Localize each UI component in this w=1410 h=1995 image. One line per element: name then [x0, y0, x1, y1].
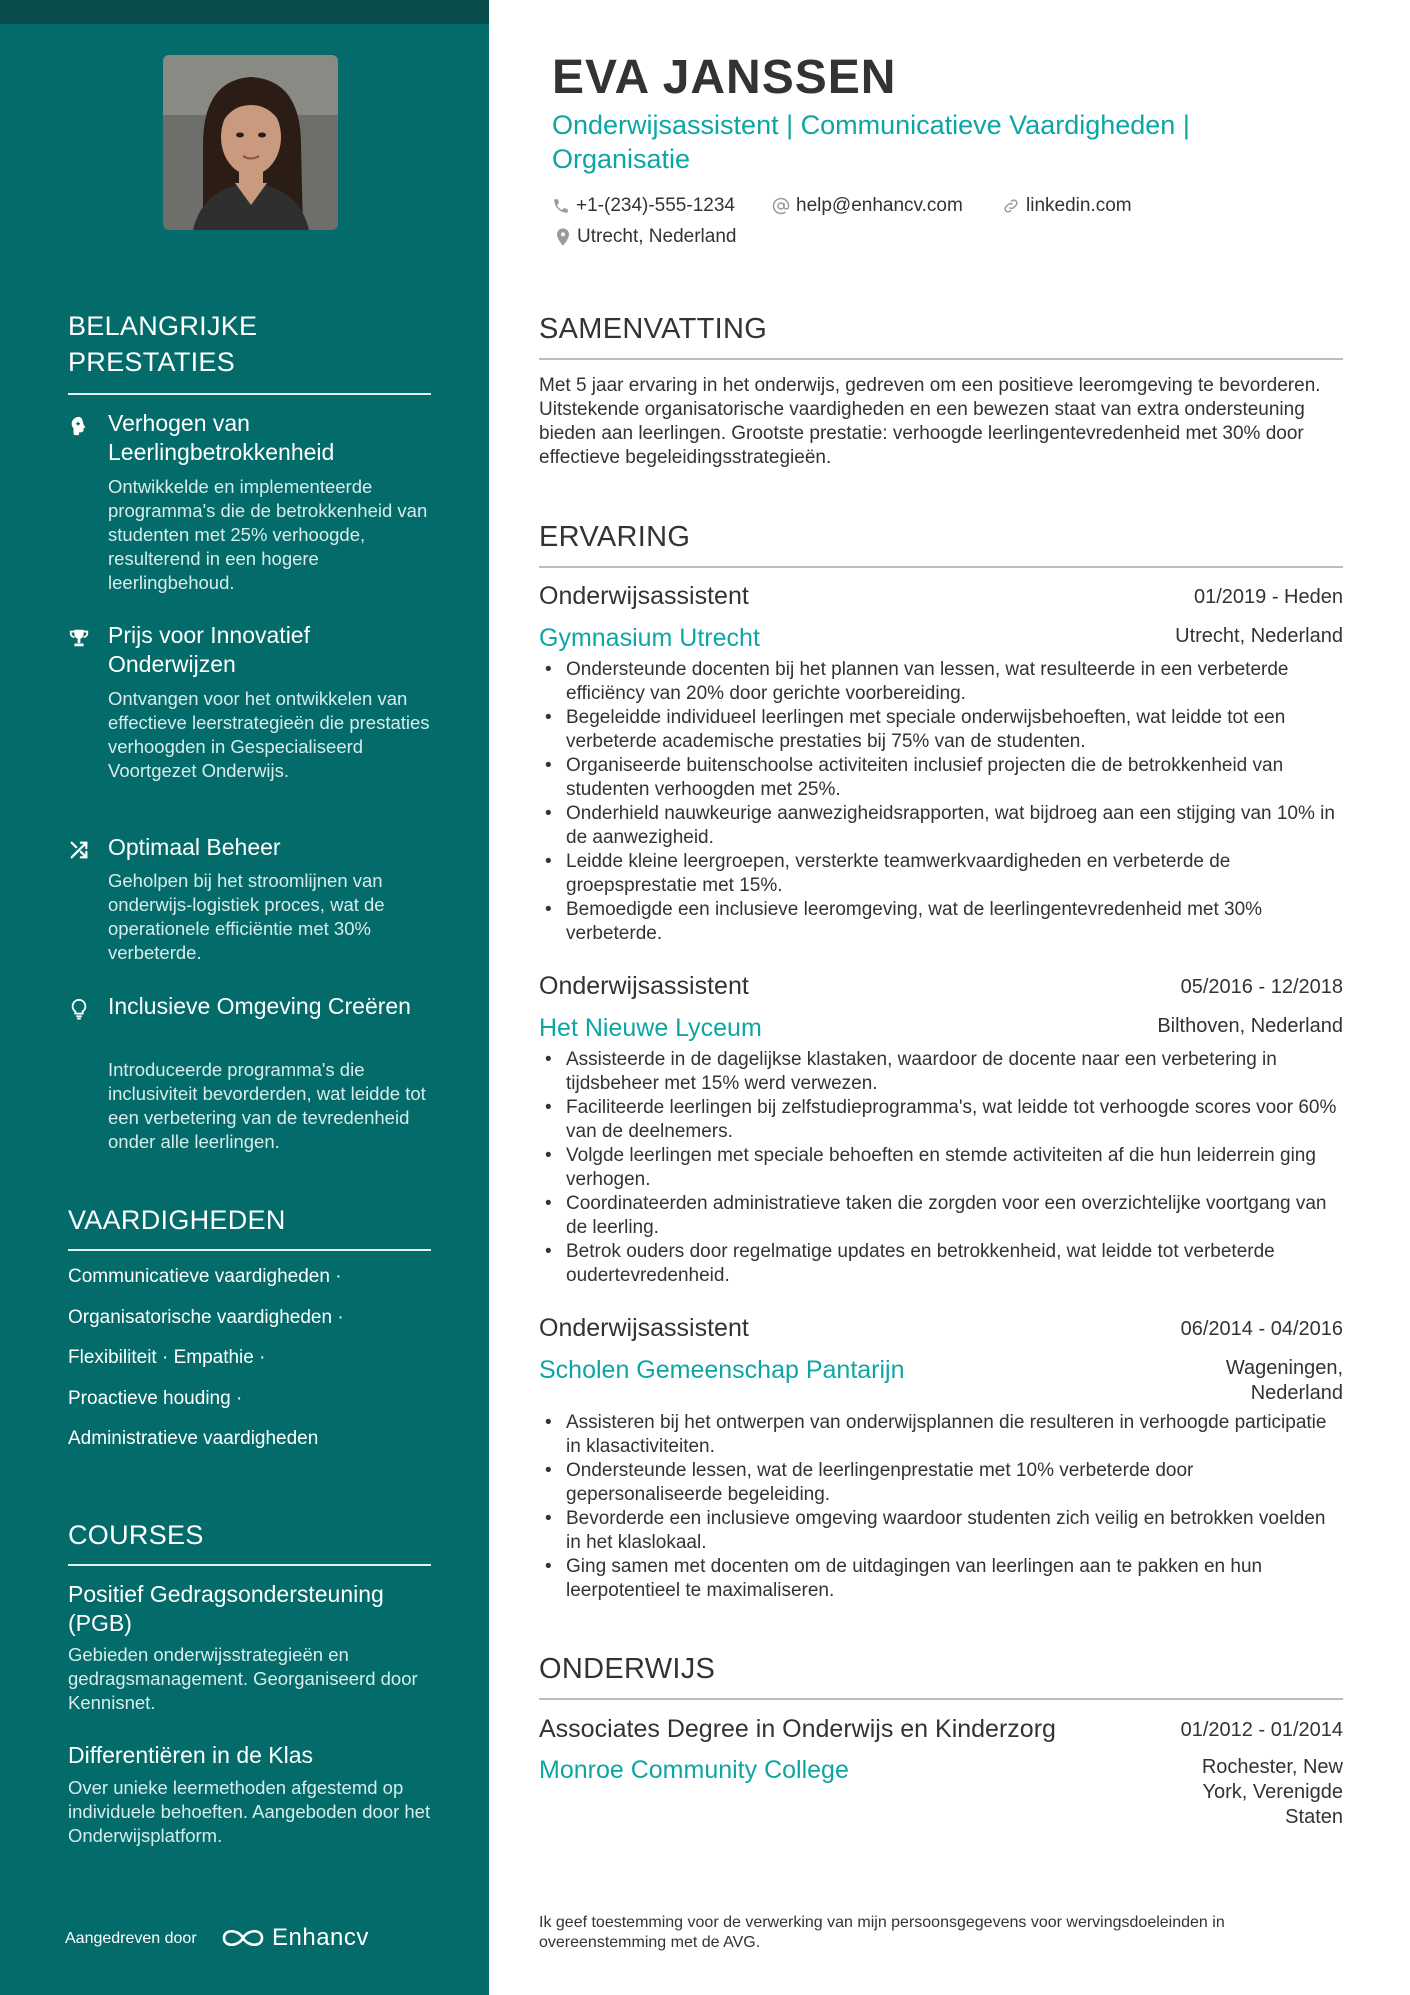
gdpr-consent-note: Ik geef toestemming voor de verwerking van mijn persoonsgegevens voor wervingsdoeleinden in overeenstemming met de AVG.	[539, 1914, 1225, 1951]
education-school: Monroe Community College	[539, 1756, 849, 1784]
skill-item: Organisatorische vaardigheden ·	[68, 1307, 344, 1328]
skills-title: VAARDIGHEDEN	[68, 1205, 286, 1235]
achievement-description: Introduceerde programma's die inclusiviteit bevorderden, wat leidde tot een verbetering van de tevredenheid onder alle leerlingen.	[108, 1059, 426, 1152]
sidebar-top-bar	[0, 0, 489, 24]
link-icon	[1002, 197, 1020, 215]
job-bullets	[539, 1048, 1339, 1288]
powered-by-label: Aangedreven door	[65, 1930, 197, 1947]
achievements-divider	[68, 393, 431, 395]
list-item: • Onderhield nauwkeurige aanwezigheidsrapporten, wat bijdroeg aan een stijging van 10% in de aanwezigheid.	[539, 802, 1339, 850]
location-pin-icon	[555, 227, 571, 247]
contact-phone[interactable]	[552, 194, 735, 218]
skill-item: Administratieve vaardigheden	[68, 1428, 319, 1449]
job-title: Onderwijsassistent	[539, 1314, 749, 1342]
candidate-name: EVA JANSSEN	[552, 51, 897, 104]
job-company: Gymnasium Utrecht	[539, 624, 760, 652]
contact-linkedin[interactable]	[1002, 194, 1132, 218]
list-item: • Betrok ouders door regelmatige updates en betrokkenheid, wat leidde tot verbeterde oudertevredenheid.	[539, 1240, 1339, 1288]
linkedin-text: linkedin.com	[1026, 195, 1132, 216]
location-text: Utrecht, Nederland	[577, 226, 737, 247]
summary-title: SAMENVATTING	[539, 313, 768, 345]
list-item: • Coordinateerden administratieve taken die zorgden voor een overzichtelijke voortgang van de leerling.	[539, 1192, 1339, 1240]
contact-location	[555, 225, 736, 249]
education-divider	[539, 1698, 1343, 1700]
brain-icon	[68, 415, 90, 437]
arrows-icon	[68, 839, 90, 861]
list-item: • Assisteren bij het ontwerpen van onderwijsplannen die resulteren in verhoogde participatie in klasactiviteiten.	[539, 1411, 1339, 1459]
education-title: ONDERWIJS	[539, 1653, 716, 1685]
enhancv-logo-icon	[220, 1925, 266, 1951]
education-location: Rochester, New York, Verenigde Staten	[1201, 1756, 1343, 1828]
education-date: 01/2012 - 01/2014	[1180, 1719, 1343, 1741]
achievement-title: Verhogen van Leerlingbetrokkenheid	[108, 410, 335, 465]
achievement-description: Geholpen bij het stroomlijnen van onderwijs-logistiek proces, wat de operationele efficiëntie met 30% verbeterde.	[108, 870, 385, 963]
job-company: Scholen Gemeenschap Pantarijn	[539, 1356, 905, 1384]
job-date: 01/2019 - Heden	[1193, 586, 1343, 608]
achievement-title: Inclusieve Omgeving Creëren	[108, 993, 411, 1019]
skills-divider	[68, 1249, 431, 1251]
list-item: • Ondersteunde lessen, wat de leerlingenprestatie met 10% verbeterde door gepersonaliseerde begeleiding.	[539, 1459, 1339, 1507]
course-title: Positief Gedragsondersteuning (PGB)	[68, 1581, 384, 1636]
lightbulb-icon	[68, 998, 90, 1020]
list-item: • Leidde kleine leergroepen, versterkte teamwerkvaardigheden en verbeterde de groepsprestatie met 15%.	[539, 850, 1339, 898]
enhancv-brand-link[interactable]	[220, 1922, 369, 1954]
headline: Onderwijsassistent | Communicatieve Vaardigheden | Organisatie	[552, 110, 1190, 174]
job-date: 06/2014 - 04/2016	[1180, 1318, 1343, 1340]
skill-item: Communicatieve vaardigheden ·	[68, 1266, 342, 1287]
list-item: • Assisteerde in de dagelijkse klastaken, waardoor de docente naar een verbetering in tijdsbeheer met 15% werd verwezen.	[539, 1048, 1339, 1096]
brand-name: Enhancv	[272, 1924, 369, 1951]
list-item: • Bemoedigde een inclusieve leeromgeving, wat de leerlingentevredenheid met 30% verbeterde.	[539, 898, 1339, 946]
list-item: • Faciliteerde leerlingen bij zelfstudieprogramma's, wat leidde tot verhoogde scores voor 60% van de deelnemers.	[539, 1096, 1339, 1144]
summary-text: Met 5 jaar ervaring in het onderwijs, gedreven om een positieve leeromgeving te bevorderen. Uitstekende organisatorische vaardigheden en een bewezen staat van extra ondersteuning bieden aan leerlingen. Grootste prestatie: verhoogde leerlingentevredenheid met 30% door effectieve begeleidingsstrategieën.	[539, 375, 1321, 468]
job-company: Het Nieuwe Lyceum	[539, 1014, 762, 1042]
at-sign-icon	[772, 197, 790, 215]
courses-title: COURSES	[68, 1520, 204, 1550]
achievement-title: Optimaal Beheer	[108, 834, 281, 860]
list-item: • Ging samen met docenten om de uitdagingen van leerlingen aan te pakken en hun leerpotentieel te maximaliseren.	[539, 1555, 1339, 1603]
achievement-description: Ontvangen voor het ontwikkelen van effectieve leerstrategieën die prestaties verhoogden in Gespecialiseerd Voortgezet Onderwijs.	[108, 688, 430, 781]
courses-divider	[68, 1564, 431, 1566]
achievement-description: Ontwikkelde en implementeerde programma's die de betrokkenheid van studenten met 25% verhoogde, resulterend in een hogere leerlingbehoud.	[108, 476, 428, 593]
skill-item: Proactieve houding ·	[68, 1388, 243, 1409]
list-item: • Begeleidde individueel leerlingen met speciale onderwijsbehoeften, wat leidde tot een verbeterde academische prestaties bij 75% van de studenten.	[539, 706, 1339, 754]
list-item: • Volgde leerlingen met speciale behoeften en stemde activiteiten af die hun leiderrein ging verhogen.	[539, 1144, 1339, 1192]
sidebar	[0, 0, 489, 1995]
job-bullets	[539, 1411, 1339, 1603]
course-description: Gebieden onderwijsstrategieën en gedragsmanagement. Georganiseerd door Kennisnet.	[68, 1644, 418, 1713]
job-title: Onderwijsassistent	[539, 582, 749, 610]
profile-photo	[163, 55, 338, 230]
education-degree: Associates Degree in Onderwijs en Kinderzorg	[539, 1715, 1056, 1743]
contact-email[interactable]	[772, 194, 963, 218]
job-date: 05/2016 - 12/2018	[1180, 976, 1343, 998]
job-location: Bilthoven, Nederland	[1157, 1015, 1343, 1037]
job-bullets	[539, 658, 1339, 946]
experience-title: ERVARING	[539, 521, 691, 553]
achievement-title: Prijs voor Innovatief Onderwijzen	[108, 622, 310, 677]
summary-divider	[539, 358, 1343, 360]
job-location: Wageningen, Nederland	[1225, 1357, 1343, 1404]
list-item: • Ondersteunde docenten bij het plannen van lessen, wat resulteerde in een verbeterde efficiëncy van 20% door gerichte voorbereiding.	[539, 658, 1339, 706]
job-location: Utrecht, Nederland	[1175, 625, 1343, 647]
course-title: Differentiëren in de Klas	[68, 1742, 314, 1768]
phone-text: +1-(234)-555-1234	[576, 195, 735, 216]
course-description: Over unieke leermethoden afgestemd op individuele behoeften. Aangeboden door het Onderwijsplatform.	[68, 1777, 431, 1846]
job-title: Onderwijsassistent	[539, 972, 749, 1000]
skill-item: Flexibiliteit · Empathie ·	[68, 1347, 266, 1368]
list-item: • Organiseerde buitenschoolse activiteiten inclusief projecten die de betrokkenheid van studenten verhoogden met 25%.	[539, 754, 1339, 802]
trophy-icon	[68, 627, 90, 649]
email-text: help@enhancv.com	[796, 195, 963, 216]
phone-icon	[552, 197, 570, 215]
experience-divider	[539, 566, 1343, 568]
achievements-title: BELANGRIJKE PRESTATIES	[68, 311, 258, 377]
list-item: • Bevorderde een inclusieve omgeving waardoor studenten zich veilig en betrokken voelden in het klaslokaal.	[539, 1507, 1339, 1555]
